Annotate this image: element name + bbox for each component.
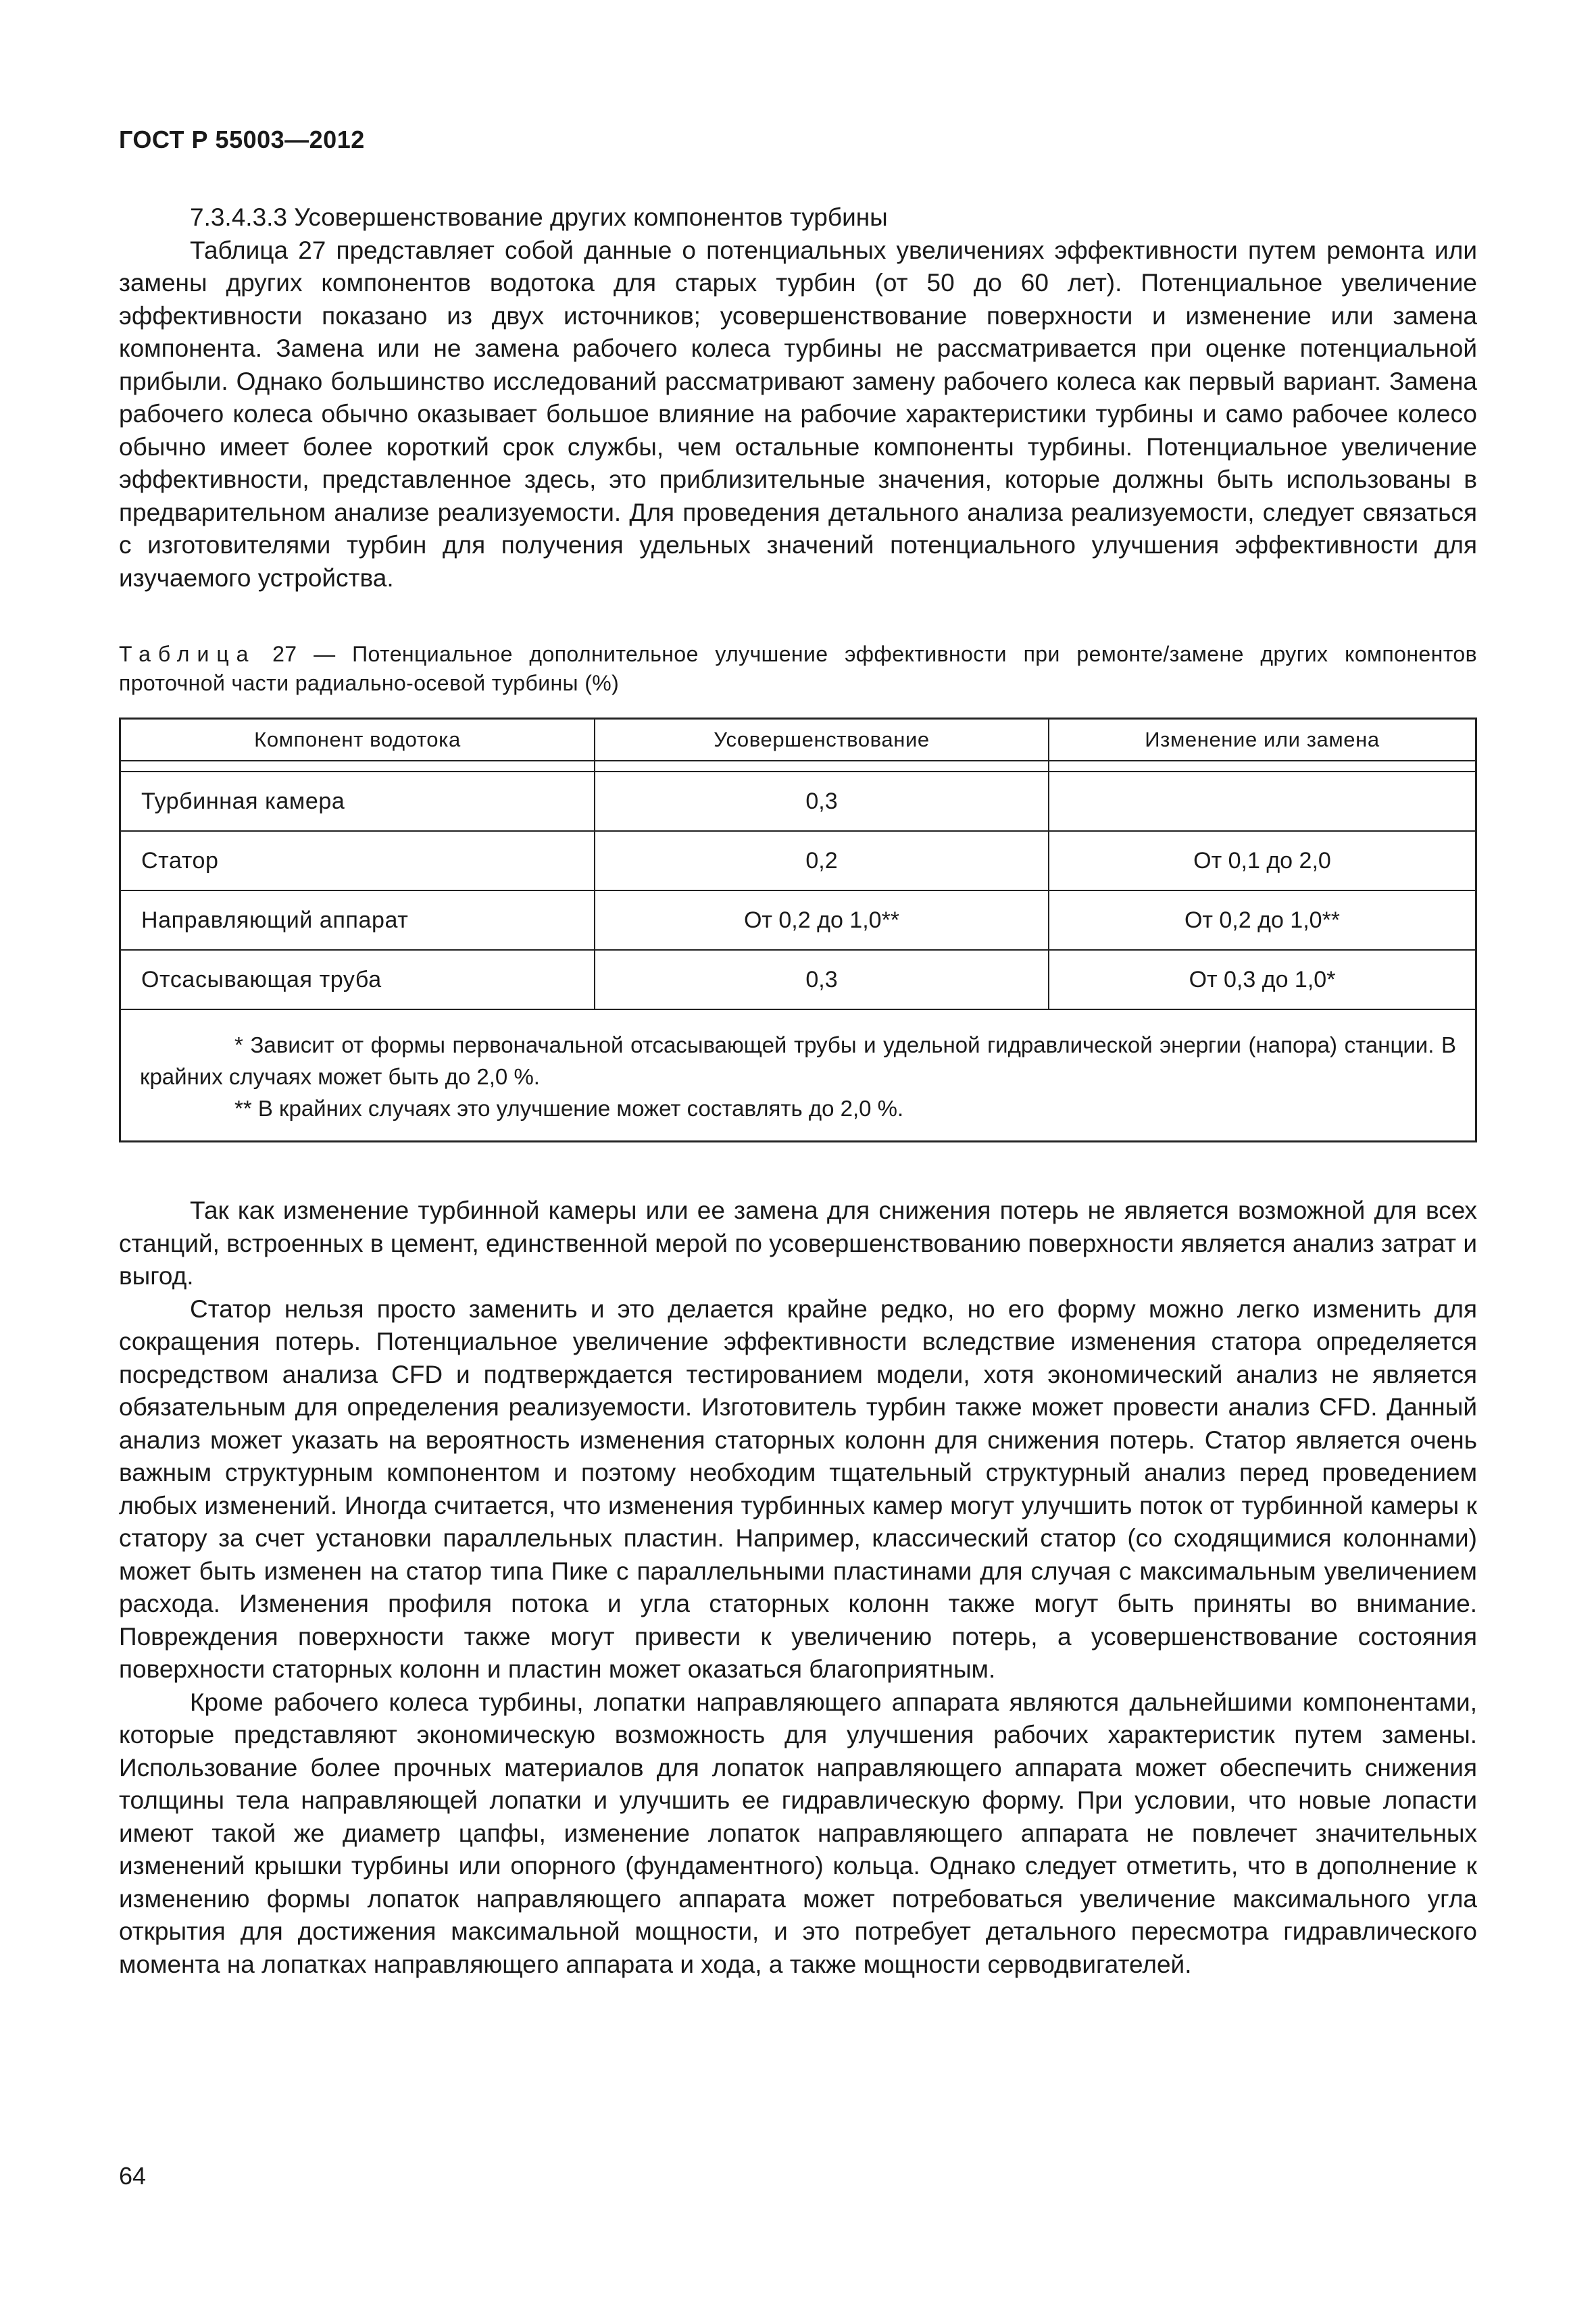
table-caption bbox=[119, 640, 1477, 698]
table-notes bbox=[120, 1009, 1476, 1142]
table-spacer-row bbox=[120, 761, 1476, 772]
table-header-cell: Изменение или замена bbox=[1049, 719, 1476, 761]
table-cell-component: Статор bbox=[120, 831, 595, 890]
body-paragraph: Так как изменение турбинной камеры или ее замена для снижения потерь не является возможной для всех станций, встроенных в цемент, единственной мерой по усовершенствованию поверхности является анализ затрат и выгод. bbox=[119, 1197, 1477, 1290]
table-cell-replacement bbox=[1049, 772, 1476, 831]
table-row bbox=[120, 772, 1476, 831]
section-paragraph: Таблица 27 представляет собой данные о потенциальных увеличениях эффективности путем ремонта или замены других компонентов водотока для старых турбин (от 50 до 60 лет). Потенциальное увеличение эффективности показано из двух источников; усовершенствование поверхности и изменение или замена компонента. Замена или не замена рабочего колеса турбины не рассматривается при оценке потенциальной прибыли. Однако большинство исследований рассматривают замену рабочего колеса как первый вариант. Замена рабочего колеса обычно оказывает большое влияние на рабочие характеристики турбины и само рабочее колесо обычно имеет более короткий срок службы, чем остальные компоненты турбины. Потенциальное увеличение эффективности, представленное здесь, это приблизительные значения, которые должны быть использованы в предварительном анализе реализуемости. Для проведения детального анализа реализуемости, следует связаться с изготовителями турбин для получения удельных значений потенциального улучшения эффективности для изучаемого устройства. bbox=[119, 236, 1477, 592]
table-cell-replacement: От 0,3 до 1,0* bbox=[1049, 950, 1476, 1009]
table-caption-text: 27 — Потенциальное дополнительное улучшение эффективности при ремонте/замене других компонентов проточной части радиально-осевой турбины (%) bbox=[119, 642, 1477, 695]
body-paragraph: Статор нельзя просто заменить и это делается крайне редко, но его форму можно легко изменить для сокращения потерь. Потенциальное увеличение эффективности вследствие изменения статора определяется посредством анализа CFD и подтверждается тестированием модели, хотя экономический анализ не является обязательным для определения реализуемости. Изготовитель турбин также может провести анализ CFD. Данный анализ может указать на вероятность изменения статорных колонн для снижения потерь. Статор является очень важным структурным компонентом и поэтому необходим тщательный структурный анализ перед проведением любых изменений. Иногда считается, что изменения турбинных камер могут улучшить поток от турбинной камеры к статору за счет установки параллельных пластин. Например, классический статор (со сходящимися колоннами) может быть изменен на статор типа Пике с параллельными пластинами для случая с максимальным увеличением расхода. Изменения профиля потока и угла статорных колонн также могут быть приняты во внимание. Повреждения поверхности также могут привести к увеличению потерь, а усовершенствование состояния поверхности статорных колонн и пластин может оказаться благоприятным. bbox=[119, 1294, 1477, 1683]
body-paragraph: Кроме рабочего колеса турбины, лопатки направляющего аппарата являются дальнейшими компонентами, которые представляют экономическую возможность для улучшения рабочих характеристик путем замены. Использование более прочных материалов для лопаток направляющего аппарата может обеспечить снижения толщины тела направляющей лопатки и улучшить ее гидравлическую форму. При условии, что новые лопасти имеют такой же диаметр цапфы, изменение лопаток направляющего аппарата не повлечет значительных изменений крышки турбины или опорного (фундаментного) кольца. Однако следует отметить, что в дополнение к изменению формы лопаток направляющего аппарата может потребоваться увеличение максимального угла открытия для достижения максимальной мощности, и это потребует детального пересмотра гидравлического момента на лопатках направляющего аппарата и хода, а также мощности серводвигателей. bbox=[119, 1688, 1477, 1978]
page-number: 64 bbox=[119, 2162, 147, 2190]
table-header-row bbox=[120, 719, 1476, 761]
table-header-cell: Усовершенствование bbox=[595, 719, 1049, 761]
table-cell-component: Направляющий аппарат bbox=[120, 890, 595, 950]
table-header-cell: Компонент водотока bbox=[120, 719, 595, 761]
table-footnote: * Зависит от формы первоначальной отсасывающей трубы и удельной гидравлической энергии (напора) станции. В крайних случаях может быть до 2,0 %. bbox=[140, 1032, 1456, 1089]
table-cell-improvement: От 0,2 до 1,0** bbox=[595, 890, 1049, 950]
efficiency-table bbox=[119, 718, 1477, 1142]
body-section bbox=[119, 1194, 1477, 1981]
table-cell-component: Отсасывающая труба bbox=[120, 950, 595, 1009]
section-7-3-4-3-3 bbox=[119, 201, 1477, 595]
table-caption-label: Таблица bbox=[119, 642, 256, 666]
table-cell-improvement: 0,2 bbox=[595, 831, 1049, 890]
table-cell-improvement: 0,3 bbox=[595, 772, 1049, 831]
table-row bbox=[120, 831, 1476, 890]
table-footnote: ** В крайних случаях это улучшение может составлять до 2,0 %. bbox=[234, 1096, 904, 1121]
table-row bbox=[120, 950, 1476, 1009]
table-row bbox=[120, 890, 1476, 950]
table-cell-replacement: От 0,1 до 2,0 bbox=[1049, 831, 1476, 890]
section-heading: 7.3.4.3.3 Усовершенствование других компонентов турбины bbox=[190, 203, 888, 231]
table-cell-component: Турбинная камера bbox=[120, 772, 595, 831]
table-notes-row bbox=[120, 1009, 1476, 1142]
table-cell-improvement: 0,3 bbox=[595, 950, 1049, 1009]
document-code: ГОСТ Р 55003—2012 bbox=[119, 126, 365, 153]
table-cell-replacement: От 0,2 до 1,0** bbox=[1049, 890, 1476, 950]
